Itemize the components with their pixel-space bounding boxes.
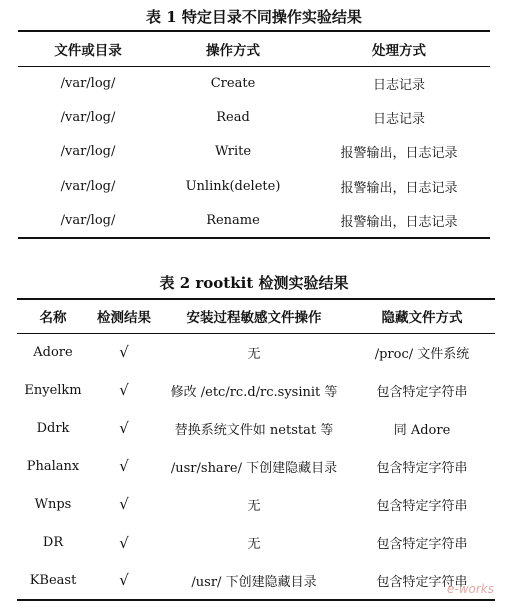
- table1-cell: 报警输出，日志记录: [340, 214, 458, 230]
- table1-cell: Unlink(delete): [185, 178, 281, 194]
- table2-cell: DR: [42, 535, 64, 551]
- table2-cell: 无: [247, 346, 261, 362]
- table2-cell: 包含特定字符串: [376, 460, 468, 476]
- table1-header-file: 文件或目录: [54, 42, 122, 59]
- table1-cell: 日志记录: [372, 112, 425, 128]
- table-row: [17, 409, 495, 447]
- table1-cell: /var/log/: [60, 178, 116, 194]
- table2-cell: KBeast: [29, 572, 77, 588]
- check-mark-icon: √: [119, 419, 129, 438]
- table-row: [17, 562, 495, 600]
- table1-cell: Rename: [206, 212, 260, 228]
- table1-cell: /var/log/: [60, 110, 116, 126]
- table1-cell: Create: [210, 75, 256, 91]
- table1-cell: /var/log/: [60, 212, 116, 228]
- table-row: [18, 100, 490, 134]
- check-mark-icon: √: [119, 533, 129, 552]
- table2-cell: 无: [247, 537, 261, 553]
- table1: [18, 30, 490, 239]
- table2-cell: /usr/share/ 下创建隐藏目录: [170, 460, 338, 476]
- table-row: [18, 66, 490, 100]
- table2-header-result: 检测结果: [97, 310, 151, 327]
- check-mark-icon: √: [119, 457, 129, 476]
- table2-cell: Enyelkm: [24, 382, 82, 398]
- table1-header-handling: 处理方式: [372, 42, 426, 59]
- table2-cell: 修改 /etc/rc.d/rc.sysinit 等: [170, 384, 338, 400]
- check-mark-icon: √: [119, 381, 129, 400]
- table1-cell: Write: [214, 144, 252, 160]
- table-row: [17, 447, 495, 485]
- table2-header-row: [17, 299, 495, 333]
- table1-cell: /var/log/: [60, 75, 116, 91]
- table2-cell: 无: [247, 498, 261, 514]
- table2-cell: Phalanx: [26, 458, 80, 474]
- table-row: [17, 485, 495, 523]
- table-row: [18, 204, 490, 238]
- table2-cell: 替换系统文件如 netstat 等: [174, 422, 334, 438]
- table2-caption: 表 2 rootkit 检测实验结果: [159, 274, 349, 292]
- table1-cell: 日志记录: [372, 77, 425, 93]
- table1-header-row: [18, 31, 490, 66]
- check-mark-icon: √: [119, 571, 129, 590]
- table2-cell: /proc/ 文件系统: [374, 346, 470, 362]
- table-row: [17, 523, 495, 561]
- table1-cell: /var/log/: [60, 144, 116, 160]
- table1-caption: 表 1 特定目录不同操作实验结果: [146, 8, 362, 26]
- table1-cell: Read: [216, 110, 250, 126]
- table1-header-operation: 操作方式: [206, 42, 260, 59]
- table-row: [17, 333, 495, 371]
- check-mark-icon: √: [119, 343, 129, 362]
- table2-cell: Adore: [33, 344, 73, 360]
- check-mark-icon: √: [119, 495, 129, 514]
- table2-header-name: 名称: [39, 310, 67, 327]
- table2-cell: 包含特定字符串: [376, 537, 468, 553]
- table-row: [18, 135, 490, 169]
- table2-header-hiding: 隐藏文件方式: [381, 310, 463, 327]
- table1-cell: 报警输出，日志记录: [340, 180, 458, 196]
- table-row: [17, 371, 495, 409]
- table2-cell: 包含特定字符串: [376, 384, 468, 400]
- watermark-logo: e-works: [446, 582, 494, 596]
- table2-cell: 包含特定字符串: [376, 574, 468, 590]
- table1-cell: 报警输出，日志记录: [340, 146, 458, 162]
- table2: [17, 298, 495, 601]
- table2-cell: Ddrk: [36, 420, 70, 436]
- table2-cell: 同 Adore: [393, 422, 451, 438]
- table2-header-sensitive-ops: 安装过程敏感文件操作: [186, 310, 322, 327]
- table2-cell: /usr/ 下创建隐藏目录: [191, 574, 317, 590]
- table2-cell: Wnps: [34, 496, 72, 512]
- table-row: [18, 169, 490, 203]
- table2-cell: 包含特定字符串: [376, 498, 468, 514]
